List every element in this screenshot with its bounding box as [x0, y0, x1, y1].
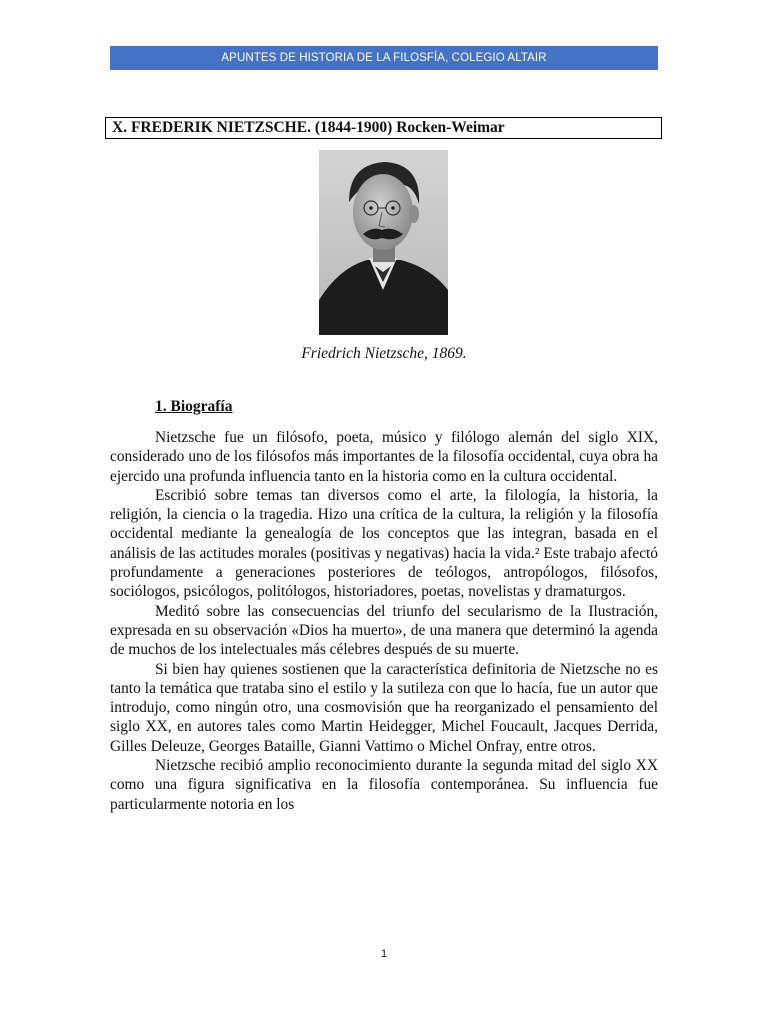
paragraph: Meditó sobre las consecuencias del triunfo del secularismo de la Ilustración, expresada en su observación «Dios ha muerto», de una manera que determinó la agenda de muchos de los intelectuales más célebres después de su muerte. — [110, 602, 658, 659]
body-text — [110, 428, 658, 814]
page-number: 1 — [380, 948, 388, 960]
chapter-title: X. FREDERIK NIETZSCHE. (1844-1900) Rocken-Weimar — [105, 117, 662, 139]
paragraph: Escribió sobre temas tan diversos como el arte, la filología, la historia, la religión, la ciencia o la tragedia. Hizo una crítica de la cultura, la religión y la filosofía occidental mediante la genealogía de los conceptos que las integran, basada en el análisis de las actitudes morales (positivas y negativas) hacia la vida.² Este trabajo afectó profundamente a generaciones posteriores de teólogos, antropólogos, filósofos, sociólogos, psicólogos, politólogos, historiadores, poetas, novelistas y dramaturgos. — [110, 486, 658, 601]
section-heading: 1. Biografía — [155, 398, 233, 415]
photo-caption: Friedrich Nietzsche, 1869. — [301, 345, 467, 362]
paragraph: Nietzsche recibió amplio reconocimiento durante la segunda mitad del siglo XX como una figura significativa en la filosofía contemporánea. Su influencia fue particularmente notoria en los — [110, 757, 658, 813]
portrait-photo — [319, 150, 448, 335]
paragraph: Nietzsche fue un filósofo, poeta, músico y filólogo alemán del siglo XIX, considerado uno de los filósofos más importantes de la filosofía occidental, cuya obra ha ejercido una profunda influencia tanto en la historia como en la cultura occidental. — [110, 429, 658, 485]
paragraph: Si bien hay quienes sostienen que la característica definitoria de Nietzsche no es tanto la temática que trataba sino el estilo y la sutileza con que lo hacía, fue un autor que introdujo, como ningún otro, una cosmovisión que ha reorganizado el pensamiento del siglo XX, en autores tales como Martin Heidegger, Michel Foucault, Jacques Derrida, Gilles Deleuze, Georges Bataille, Gianni Vattimo o Michel Onfray, entre otros. — [110, 660, 658, 755]
header-banner: APUNTES DE HISTORIA DE LA FILOSFÍA, COLEGIO ALTAIR — [110, 46, 658, 70]
